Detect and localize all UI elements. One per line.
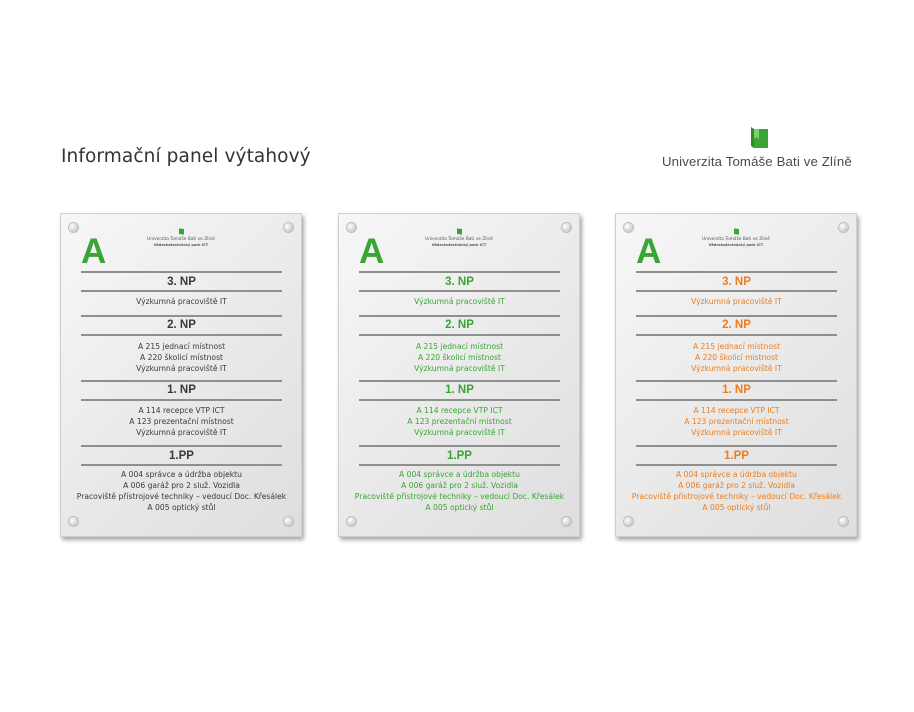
floor-heading: 1.PP	[447, 450, 472, 462]
screw-icon	[839, 223, 848, 232]
university-logo	[662, 125, 862, 175]
floor-rooms: A 114 recepce VTP ICT A 123 prezentační místnost Výzkumná pracoviště IT	[407, 406, 512, 437]
floor-rooms: Výzkumná pracoviště IT	[691, 297, 782, 306]
sign-panel-orange	[615, 213, 857, 537]
divider	[81, 271, 282, 273]
floor-heading: 1. NP	[167, 384, 196, 396]
divider	[359, 399, 560, 401]
screw-icon	[562, 223, 571, 232]
floor-heading: 3. NP	[722, 276, 751, 288]
floor-rooms: A 215 jednací místnost A 220 školicí místnost Výzkumná pracoviště IT	[136, 342, 227, 373]
page-title: Informační panel výtahový	[61, 146, 311, 167]
book-logo-icon	[751, 127, 768, 148]
divider	[636, 380, 837, 382]
screw-icon	[624, 223, 633, 232]
mini-university-name: Univerzita Tomáše Bati ve Zlíně	[702, 237, 770, 242]
floor-rooms: A 215 jednací místnost A 220 školicí místnost Výzkumná pracoviště IT	[414, 342, 505, 373]
screw-icon	[624, 517, 633, 526]
sign-panel-green	[338, 213, 580, 537]
sign-panel-gray	[60, 213, 302, 537]
divider	[81, 315, 282, 317]
screw-icon	[347, 223, 356, 232]
university-name: Univerzita Tomáše Bati ve Zlíně	[662, 154, 852, 169]
screw-icon	[839, 517, 848, 526]
mini-unit-name: Vědeckotechnický park ICT	[708, 243, 764, 247]
floor-heading: 3. NP	[445, 276, 474, 288]
mini-unit-name: Vědeckotechnický park ICT	[431, 243, 487, 247]
screw-icon	[347, 517, 356, 526]
floor-rooms: A 215 jednací místnost A 220 školicí místnost Výzkumná pracoviště IT	[691, 342, 782, 373]
floor-heading: 2. NP	[167, 319, 196, 331]
floor-heading: 1. NP	[722, 384, 751, 396]
building-letter: A	[81, 232, 107, 271]
divider	[359, 334, 560, 336]
floor-heading: 1.PP	[724, 450, 749, 462]
divider	[81, 464, 282, 466]
floor-heading: 3. NP	[167, 276, 196, 288]
mini-university-name: Univerzita Tomáše Bati ve Zlíně	[425, 237, 493, 242]
floor-heading: 1.PP	[169, 450, 194, 462]
divider	[359, 464, 560, 466]
divider	[81, 334, 282, 336]
divider	[636, 315, 837, 317]
building-letter: A	[636, 232, 662, 271]
floor-rooms: A 004 správce a údržba objektu A 006 garáž pro 2 služ. Vozidla Pracoviště přístrojové techniky – vedoucí Doc. Křesálek A 005 optický stůl	[354, 470, 565, 512]
divider	[359, 290, 560, 292]
mini-university-name: Univerzita Tomáše Bati ve Zlíně	[147, 237, 215, 242]
book-logo-icon	[734, 228, 739, 235]
screw-icon	[284, 223, 293, 232]
divider	[81, 445, 282, 447]
floor-rooms: Výzkumná pracoviště IT	[414, 297, 505, 306]
divider	[636, 464, 837, 466]
divider	[636, 399, 837, 401]
screw-icon	[284, 517, 293, 526]
divider	[636, 271, 837, 273]
divider	[636, 445, 837, 447]
building-letter: A	[359, 232, 385, 271]
divider	[359, 271, 560, 273]
floor-rooms: A 004 správce a údržba objektu A 006 garáž pro 2 služ. Vozidla Pracoviště přístrojové techniky – vedoucí Doc. Křesálek A 005 optický stůl	[76, 470, 287, 512]
floor-heading: 2. NP	[445, 319, 474, 331]
divider	[359, 380, 560, 382]
floor-rooms: A 114 recepce VTP ICT A 123 prezentační místnost Výzkumná pracoviště IT	[129, 406, 234, 437]
divider	[359, 315, 560, 317]
floor-heading: 1. NP	[445, 384, 474, 396]
divider	[636, 334, 837, 336]
screw-icon	[69, 223, 78, 232]
floor-rooms: Výzkumná pracoviště IT	[136, 297, 227, 306]
book-logo-icon	[179, 228, 184, 235]
floor-heading: 2. NP	[722, 319, 751, 331]
divider	[81, 399, 282, 401]
divider	[81, 290, 282, 292]
divider	[359, 445, 560, 447]
mini-unit-name: Vědeckotechnický park ICT	[153, 243, 209, 247]
screw-icon	[562, 517, 571, 526]
floor-rooms: A 114 recepce VTP ICT A 123 prezentační místnost Výzkumná pracoviště IT	[684, 406, 789, 437]
divider	[636, 290, 837, 292]
divider	[81, 380, 282, 382]
book-logo-icon	[457, 228, 462, 235]
screw-icon	[69, 517, 78, 526]
floor-rooms: A 004 správce a údržba objektu A 006 garáž pro 2 služ. Vozidla Pracoviště přístrojové techniky – vedoucí Doc. Křesálek A 005 optický stůl	[631, 470, 842, 512]
